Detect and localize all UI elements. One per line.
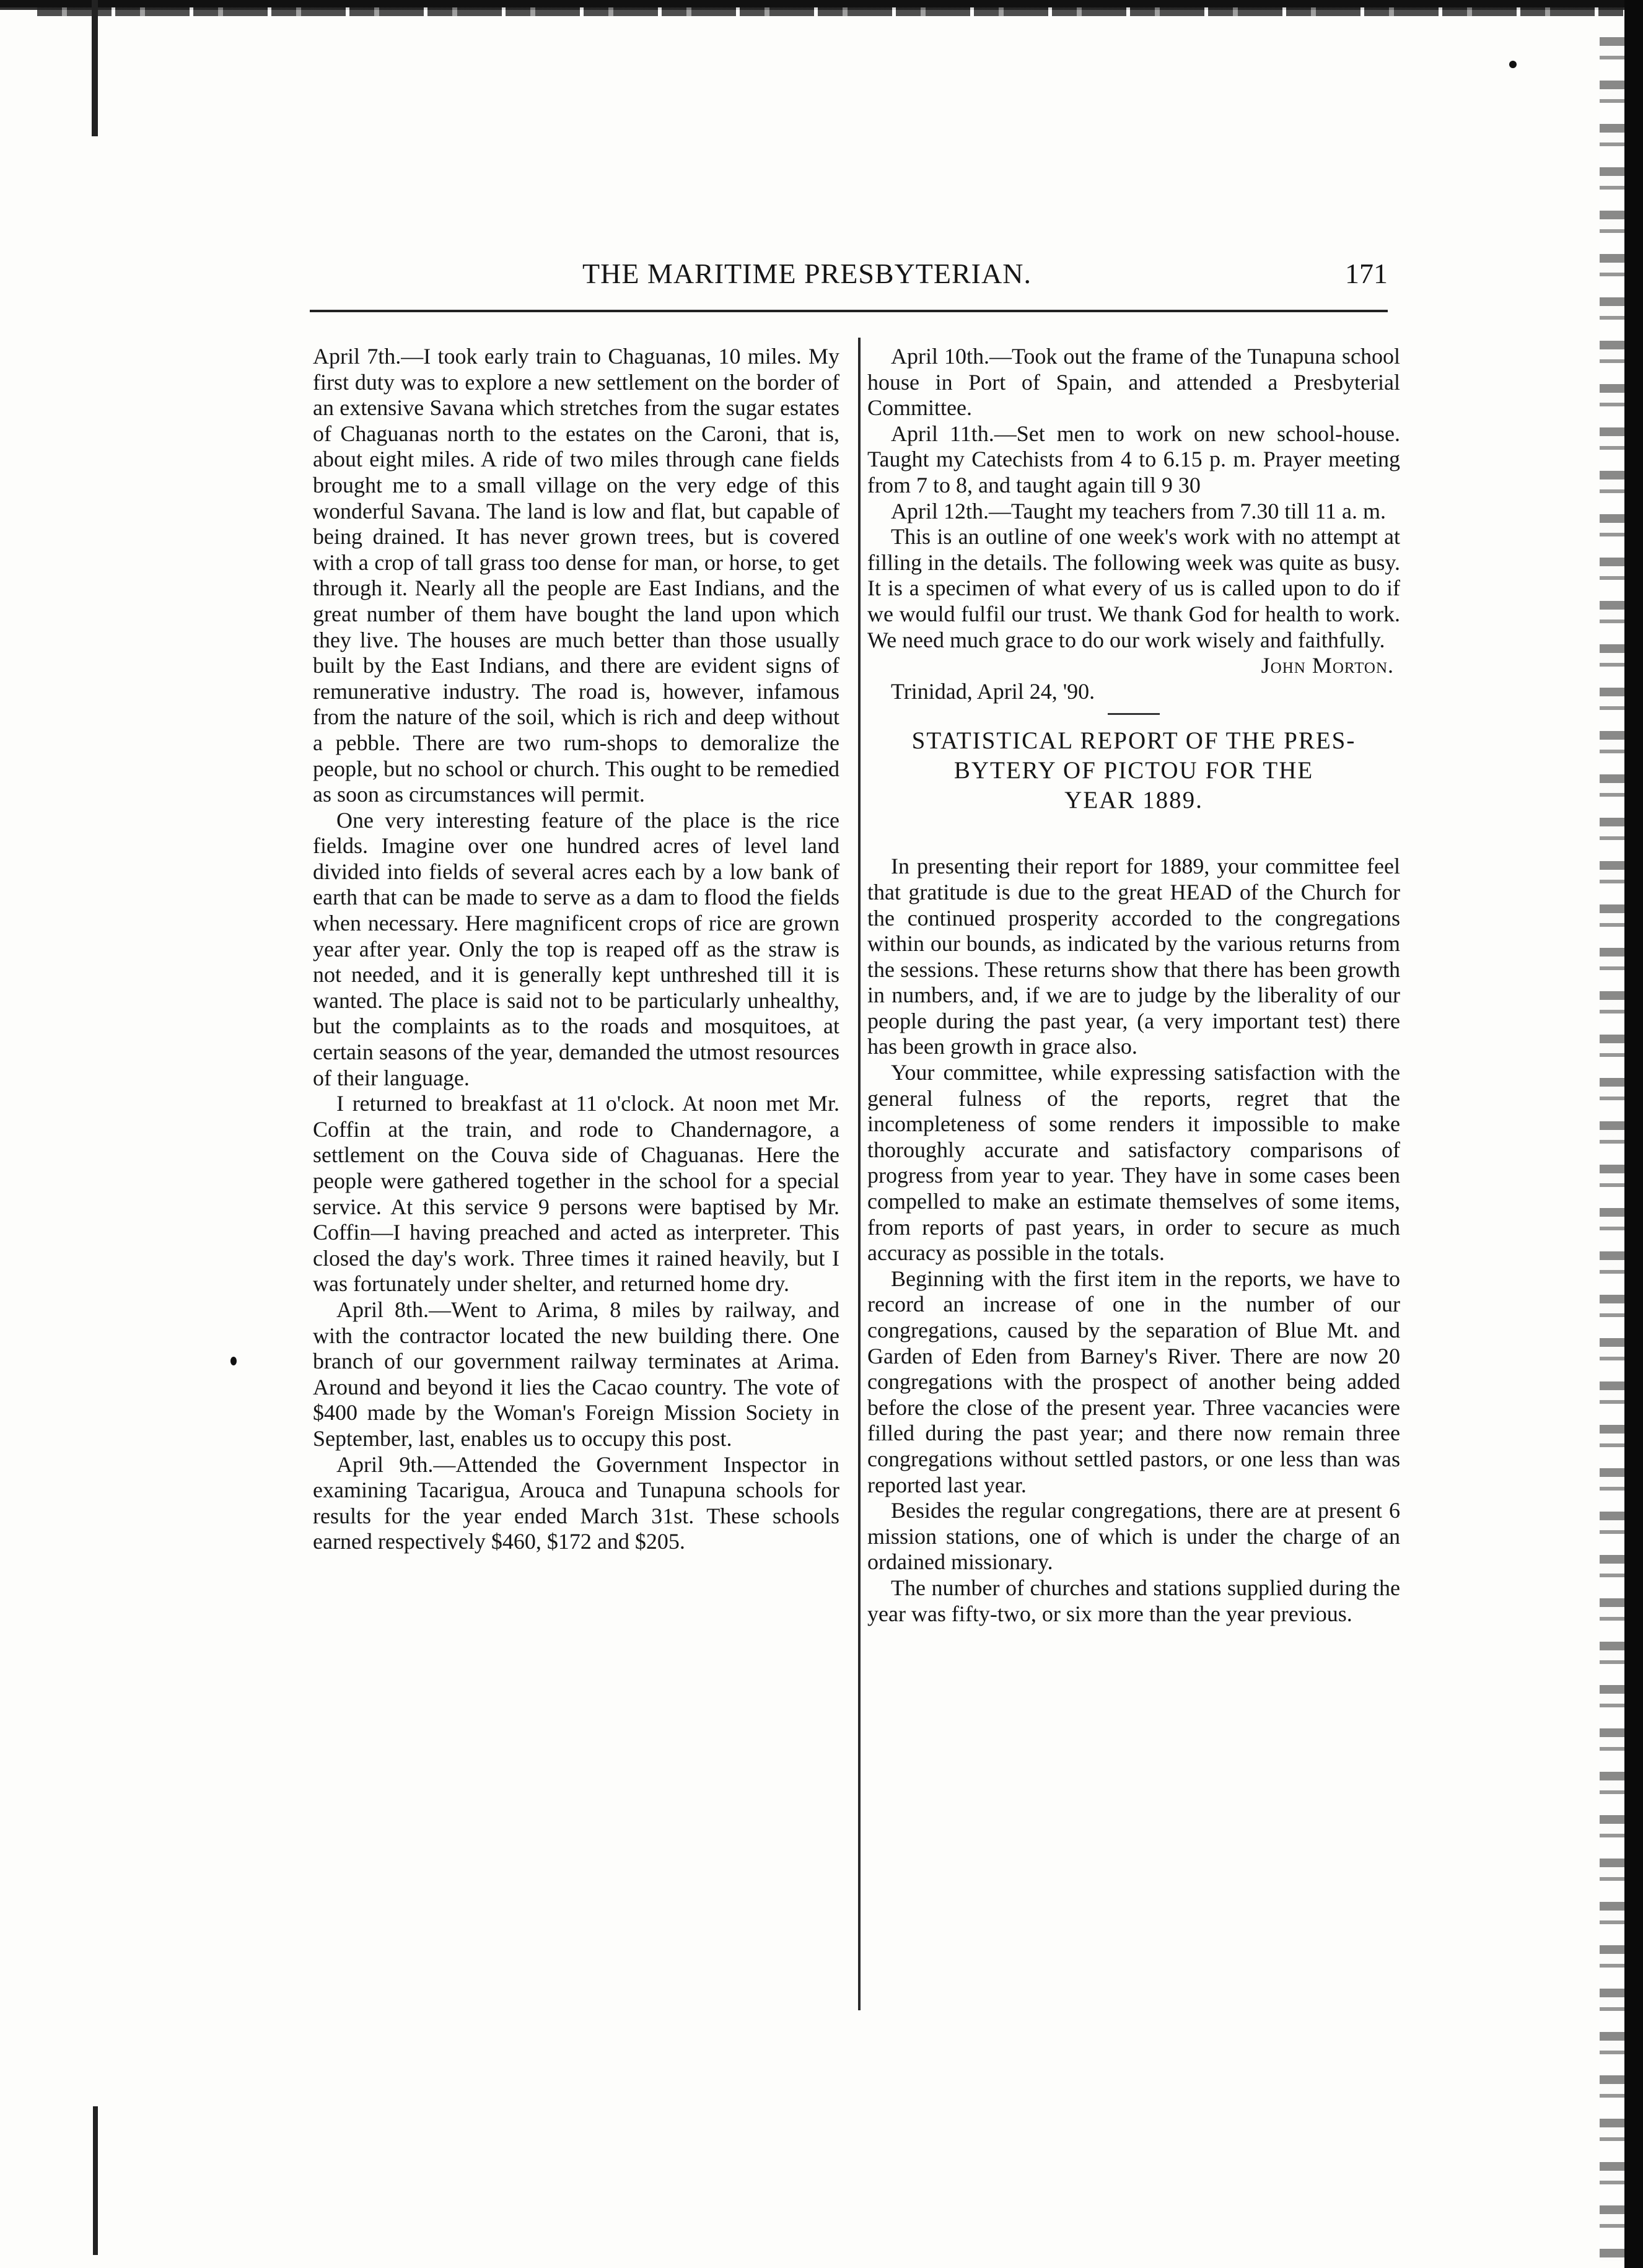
scan-left-edge-bottom [93, 2106, 98, 2255]
column-divider [858, 338, 861, 2010]
running-title: THE MARITIME PRESBYTERIAN. [582, 258, 1032, 289]
paragraph: I returned to breakfast at 11 o'clock. At noon met Mr. Coffin at the train, and rode to Chandernagore, a settlement on the Couva side of Chaguanas. Here the people were gathered together in the school for a special service. At this service 9 persons were baptised by Mr. Coffin—I having preached and acted as interpreter. This closed the day's work. Three times it rained heavily, but I was fortunately under shelter, and returned home dry. [313, 1091, 839, 1297]
paragraph: This is an outline of one week's work with no attempt at filling in the details. The following week was quite as busy. It is a specimen of what every of us is called upon to do if we would fulfil our trust. We thank God for health to work. We need much grace to do our work wisely and faithfully. [867, 524, 1400, 652]
right-column [867, 344, 1400, 1627]
paragraph: Your committee, while expressing satisfaction with the general fulness of the reports, regret that the incompleteness of some renders it impossible to make thoroughly accurate and satisfactory comparisons of progress from year to year. They have in some cases been compelled to make an estimate themselves of some items, from reports of past years, in order to secure as much accuracy as possible in the totals. [867, 1060, 1400, 1266]
paragraph: Besides the regular congregations, there are at present 6 mission stations, one of which is under the charge of an ordained missionary. [867, 1498, 1400, 1575]
paragraph: April 7th.—I took early train to Chaguanas, 10 miles. My first duty was to explore a new settlement on the border of an extensive Savana which stretches from the sugar estates of Chaguanas north to the estates on the Caroni, that is, about eight miles. A ride of two miles through cane fields brought me to a small village on the very edge of this wonderful Savana. The land is low and flat, but capable of being drained. It has never grown trees, but is covered with a crop of tall grass too dense for man, or horse, to get through it. Nearly all the people are East Indians, and the great number of them have bought the land upon which they live. The houses are much better than those usually built by the East Indians, and there are evident signs of remunerative industry. The road is, however, infamous from the nature of the soil, which is rich and deep without a pebble. There are two rum-shops to demoralize the people, but no school or church. This ought to be remedied as soon as circumstances will permit. [313, 344, 839, 807]
paragraph: Beginning with the first item in the reports, we have to record an increase of one in the number of our congregations, caused by the separation of Blue Mt. and Garden of Eden from Barney's River. There are now 20 congregations with the prospect of another being added before the close of the present year. Three vacancies were filled during the past year; and there now remain three congregations without settled pastors, or one less than was reported last year. [867, 1266, 1400, 1497]
paragraph: One very interesting feature of the place is the rice fields. Imagine over one hundred acres of level land divided into fields of several acres each by a low bank of earth that can be made to serve as a dam to flood the fields when necessary. Here magnificent crops of rice are grown year after year. Only the top is reaped off as the straw is not needed, and it is generally kept unthreshed till it is wanted. The place is said not to be particularly unhealthy, but the complaints as to the roads and mosquitoes, at certain seasons of the year, demanded the utmost resources of their language. [313, 807, 839, 1090]
scan-right-edge [1624, 0, 1643, 2268]
header-rule [310, 310, 1388, 312]
paragraph: April 12th.—Taught my teachers from 7.30 till 11 a. m. [891, 498, 1386, 523]
running-head [310, 257, 1388, 294]
section-heading-line: YEAR 1889. [1064, 787, 1203, 814]
section-heading [867, 726, 1400, 815]
paragraph: April 9th.—Attended the Government Inspector in examining Tacarigua, Arouca and Tunapuna schools for results for the year ended March 31st. These schools earned respectively $460, $172 and $205. [313, 1451, 839, 1554]
left-column [313, 344, 839, 1555]
section-heading-line: STATISTICAL REPORT OF THE PRES- [911, 727, 1356, 755]
paragraph: April 10th.—Took out the frame of the Tunapuna school house in Port of Spain, and attended a Presbyterial Committee. [867, 344, 1400, 421]
scan-left-edge-top [92, 0, 98, 136]
dateline: Trinidad, April 24, '90. [891, 678, 1095, 704]
section-heading-line: BYTERY OF PICTOU FOR THE [953, 757, 1314, 784]
page-number: 171 [1345, 258, 1388, 289]
paragraph: April 8th.—Went to Arima, 8 miles by railway, and with the contractor located the new building there. One branch of our government railway terminates at Arima. Around and beyond it lies the Cacao country. The vote of $400 made by the Woman's Foreign Mission Society in September, last, enables us to occupy this post. [313, 1297, 839, 1451]
paragraph: In presenting their report for 1889, your committee feel that gratitude is due to the great HEAD of the Church for the continued prosperity accorded to the congregations within our bounds, as indicated by the various returns from the sessions. These returns show that there has been growth in numbers, and, if we are to judge by the liberality of our people during the past year, (a very important test) there has been growth in grace also. [867, 854, 1400, 1059]
scan-top-edge-tear [37, 7, 1623, 16]
paragraph: April 11th.—Set men to work on new school-house. Taught my Catechists from 4 to 6.15 p. m. Prayer meeting from 7 to 8, and taught again till 9 30 [867, 421, 1400, 497]
scan-right-binding [1600, 37, 1624, 2261]
section-separator [1108, 713, 1160, 715]
scan-speck [230, 1357, 237, 1365]
scan-speck [1509, 61, 1517, 68]
paragraph: The number of churches and stations supplied during the year was fifty-two, or six more than the year previous. [867, 1575, 1400, 1626]
signature: John Morton. [1261, 653, 1394, 678]
